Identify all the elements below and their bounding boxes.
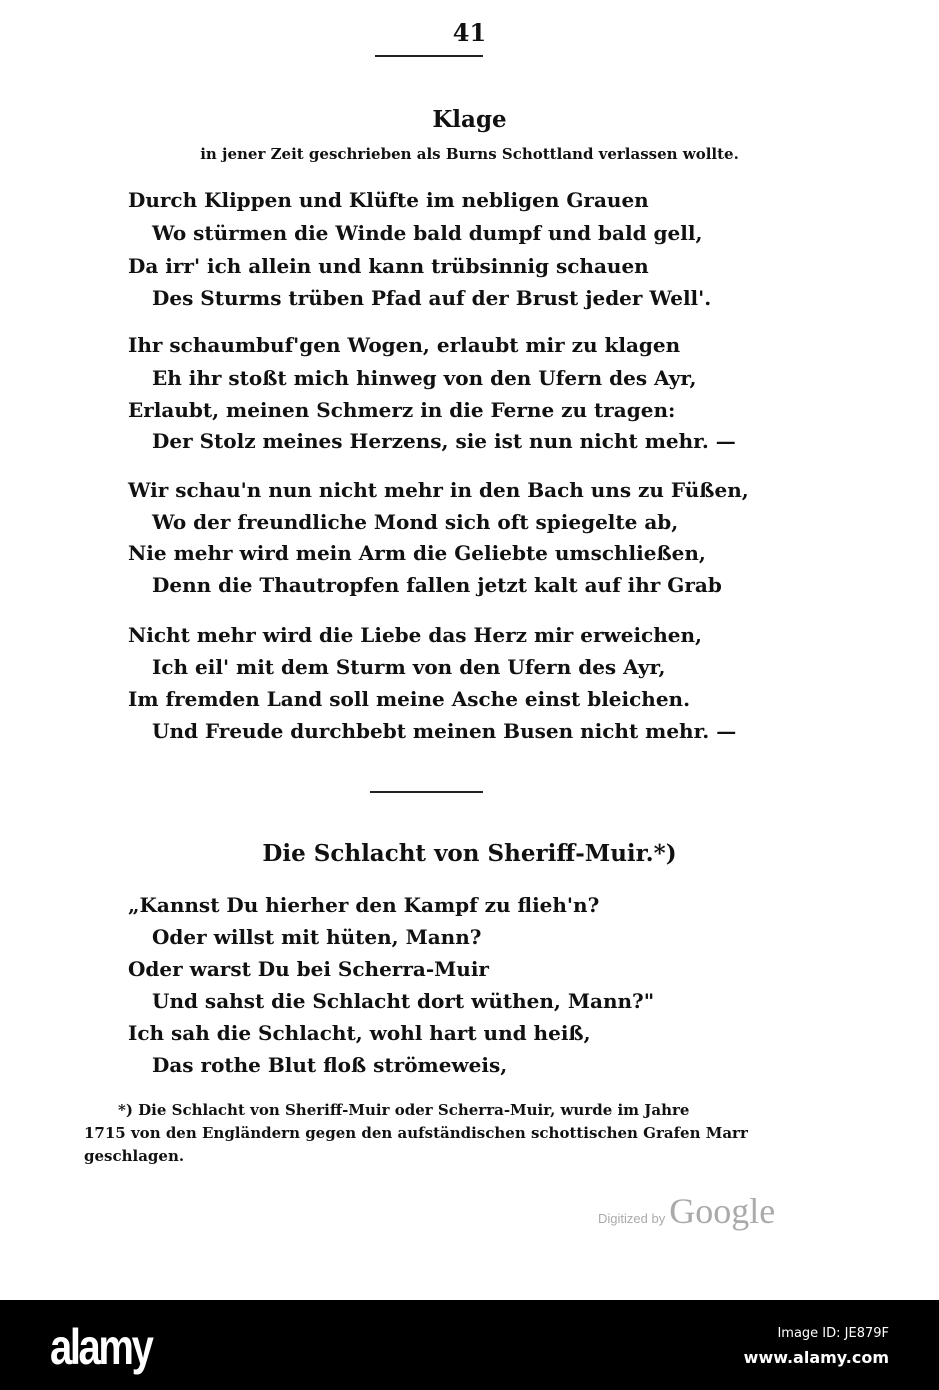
divider	[370, 791, 483, 793]
poem-subtitle: in jener Zeit geschrieben als Burns Schottland verlassen wollte.	[200, 145, 739, 163]
image-id: Image ID: JE879F	[777, 1326, 889, 1341]
poem-title: Die Schlacht von Sheriff-Muir.*)	[262, 840, 677, 867]
verse-line: Das rothe Blut floß strömeweis,	[152, 1053, 508, 1077]
verse-line: Oder willst mit hüten, Mann?	[152, 925, 482, 949]
footnote-line: *) Die Schlacht von Sheriff-Muir oder Scherra-Muir, wurde im Jahre	[118, 1101, 690, 1119]
digitized-by-google	[598, 1190, 775, 1232]
verse-line: Ihr schaumbuf'gen Wogen, erlaubt mir zu klagen	[128, 333, 681, 357]
verse-line: Nie mehr wird mein Arm die Geliebte umschließen,	[128, 541, 706, 565]
verse-line: Eh ihr stoßt mich hinweg von den Ufern des Ayr,	[152, 366, 697, 390]
footnote-line: geschlagen.	[84, 1147, 185, 1165]
verse-line: Oder warst Du bei Scherra-Muir	[128, 957, 489, 981]
poem-title: Klage	[432, 106, 507, 133]
verse-line: Erlaubt, meinen Schmerz in die Ferne zu tragen:	[128, 398, 676, 422]
google-brand: Google	[669, 1191, 776, 1231]
watermark-url: www.alamy.com	[743, 1348, 889, 1367]
verse-line: Und sahst die Schlacht dort wüthen, Mann?"	[152, 989, 655, 1013]
verse-line: Nicht mehr wird die Liebe das Herz mir erweichen,	[128, 623, 703, 647]
verse-line: Der Stolz meines Herzens, sie ist nun nicht mehr. —	[152, 429, 736, 453]
verse-line: Wir schau'n nun nicht mehr in den Bach uns zu Füßen,	[128, 478, 749, 502]
verse-line: Im fremden Land soll meine Asche einst bleichen.	[128, 687, 691, 711]
divider	[375, 55, 483, 57]
verse-line: Ich eil' mit dem Sturm von den Ufern des Ayr,	[152, 655, 666, 679]
watermark-bar	[0, 1300, 939, 1390]
verse-line: Wo stürmen die Winde bald dumpf und bald gell,	[152, 221, 703, 245]
verse-line: „Kannst Du hierher den Kampf zu flieh'n?	[128, 893, 600, 917]
verse-line: Durch Klippen und Klüfte im nebligen Grauen	[128, 188, 649, 212]
digitized-prefix: Digitized by	[598, 1211, 666, 1226]
verse-line: Da irr' ich allein und kann trübsinnig schauen	[128, 254, 649, 278]
verse-line: Des Sturms trüben Pfad auf der Brust jeder Well'.	[152, 286, 712, 310]
verse-line: Wo der freundliche Mond sich oft spiegelte ab,	[152, 510, 679, 534]
verse-line: Ich sah die Schlacht, wohl hart und heiß,	[128, 1021, 591, 1045]
alamy-logo: alamy	[50, 1319, 152, 1375]
page-number: 41	[452, 18, 487, 47]
verse-line: Denn die Thautropfen fallen jetzt kalt auf ihr Grab	[152, 573, 722, 597]
verse-line: Und Freude durchbebt meinen Busen nicht mehr. —	[152, 719, 737, 743]
footnote-line: 1715 von den Engländern gegen den aufständischen schottischen Grafen Marr	[84, 1124, 748, 1142]
